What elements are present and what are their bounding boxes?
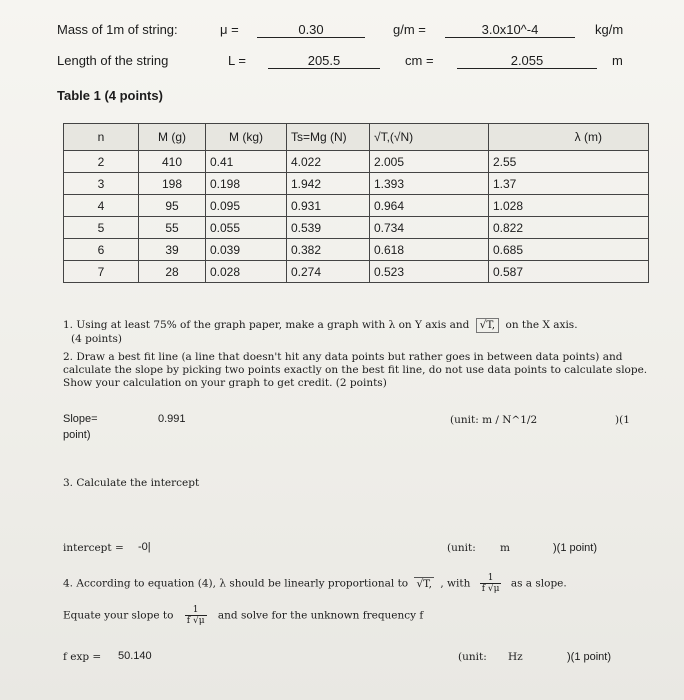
table-row — [64, 239, 649, 261]
mass-symbol: μ = — [220, 22, 239, 37]
cell-mass-g: 95 — [139, 195, 206, 217]
intercept-unit-label: (unit: — [447, 542, 476, 554]
q4-equate-b: and solve for the unknown frequency f — [217, 609, 424, 622]
cell-mass-kg: 0.055 — [206, 217, 287, 239]
length-unit-cm: cm = — [405, 53, 434, 68]
cell-sqrt-tension: 0.618 — [370, 239, 489, 261]
cell-sqrt-tension: 2.005 — [370, 151, 489, 173]
cell-mass-kg: 0.039 — [206, 239, 287, 261]
intercept-unit-value[interactable]: m — [500, 542, 510, 554]
cell-wavelength: 0.587 — [489, 261, 649, 283]
cell-n: 6 — [64, 239, 139, 261]
cell-n: 3 — [64, 173, 139, 195]
freq-unit-value[interactable]: Hz — [508, 651, 523, 663]
table-row — [64, 261, 649, 283]
q4-frac-den: f √μ — [481, 584, 500, 594]
cell-sqrt-tension: 0.523 — [370, 261, 489, 283]
slope-value[interactable]: 0.991 — [158, 413, 186, 425]
cell-wavelength: 1.37 — [489, 173, 649, 195]
q4-text-b: , with — [440, 577, 471, 590]
freq-value[interactable]: 50.140 — [118, 650, 152, 662]
cell-wavelength: 0.822 — [489, 217, 649, 239]
length-unit-m: m — [612, 53, 623, 68]
q4-text-a: 4. According to equation (4), λ should be linearly proportional to — [63, 577, 409, 590]
table-row — [64, 151, 649, 173]
q3-label: 3. Calculate the intercept — [63, 477, 200, 489]
cell-n: 5 — [64, 217, 139, 239]
cell-sqrt-tension: 0.964 — [370, 195, 489, 217]
q4-equate-fraction — [185, 605, 207, 626]
q4-sqrt-label: √T, — [416, 577, 432, 590]
cell-tension: 4.022 — [287, 151, 370, 173]
cell-mass-kg: 0.095 — [206, 195, 287, 217]
q4-eq-frac-den: f √μ — [186, 616, 205, 626]
header-sqrt-tension: √T,(√N) — [370, 124, 489, 151]
cell-tension: 0.382 — [287, 239, 370, 261]
cell-mass-g: 198 — [139, 173, 206, 195]
cell-n: 4 — [64, 195, 139, 217]
cell-tension: 0.274 — [287, 261, 370, 283]
header-mass-g: M (g) — [139, 124, 206, 151]
q1-sqrt-label: √T, — [479, 319, 496, 331]
freq-points: )(1 point) — [567, 651, 612, 663]
cell-mass-g: 410 — [139, 151, 206, 173]
mass-label: Mass of 1m of string: — [57, 22, 178, 37]
cell-n: 7 — [64, 261, 139, 283]
q4-eq-frac-num: 1 — [185, 605, 207, 616]
length-label: Length of the string — [57, 53, 169, 68]
cell-mass-g: 55 — [139, 217, 206, 239]
cell-mass-kg: 0.028 — [206, 261, 287, 283]
mass-value-g[interactable]: 0.30 — [257, 22, 365, 38]
table-header-row — [64, 124, 649, 151]
cell-sqrt-tension: 1.393 — [370, 173, 489, 195]
header-tension: Ts=Mg (N) — [287, 124, 370, 151]
cell-mass-g: 28 — [139, 261, 206, 283]
freq-label: f exp = — [63, 651, 102, 663]
slope-label: Slope= — [63, 413, 98, 425]
intercept-label: intercept = — [63, 542, 124, 554]
cell-tension: 1.942 — [287, 173, 370, 195]
cell-wavelength: 2.55 — [489, 151, 649, 173]
cell-tension: 0.931 — [287, 195, 370, 217]
cell-wavelength: 0.685 — [489, 239, 649, 261]
table-row — [64, 173, 649, 195]
q4-equate — [63, 605, 423, 626]
slope-unit-end: )(1 — [615, 414, 630, 426]
cell-mass-kg: 0.198 — [206, 173, 287, 195]
q4-text-c: as a slope. — [510, 577, 567, 590]
header-mass-kg: M (kg) — [206, 124, 287, 151]
cell-n: 2 — [64, 151, 139, 173]
data-table — [63, 123, 649, 283]
cell-mass-kg: 0.41 — [206, 151, 287, 173]
q1-text-a: 1. Using at least 75% of the graph paper, make a graph with λ on Y axis and — [63, 319, 470, 331]
table-row — [64, 217, 649, 239]
mass-value-kg[interactable]: 3.0x10^-4 — [445, 22, 575, 38]
question-4 — [63, 573, 567, 594]
cell-mass-g: 39 — [139, 239, 206, 261]
length-value-cm[interactable]: 205.5 — [268, 53, 380, 69]
mass-unit-kg: kg/m — [595, 22, 624, 37]
q4-frac-num: 1 — [480, 573, 502, 584]
q4-equate-a: Equate your slope to — [63, 609, 174, 622]
slope-unit[interactable]: (unit: m / N^1/2 — [450, 414, 538, 426]
cell-wavelength: 1.028 — [489, 195, 649, 217]
intercept-points: )(1 point) — [553, 542, 598, 554]
q1-text-b: on the X axis. — [505, 319, 578, 331]
question-2: 2. Draw a best fit line (a line that doesn't hit any data points but rather goes in between data points) and calculate the slope by picking two points exactly on the best fit line, do not use data points to calculate slope. Show your calculation on your graph to get credit. (2 points) — [63, 351, 648, 389]
length-symbol: L = — [228, 53, 246, 68]
mass-unit-g: g/m = — [393, 22, 426, 37]
cell-tension: 0.539 — [287, 217, 370, 239]
intercept-value[interactable]: -0| — [138, 541, 151, 553]
table-row — [64, 195, 649, 217]
q1-points: (4 points) — [71, 333, 122, 345]
freq-unit-label: (unit: — [458, 651, 487, 663]
slope-points: point) — [63, 429, 91, 441]
header-n: n — [64, 124, 139, 151]
length-value-m[interactable]: 2.055 — [457, 53, 597, 69]
header-wavelength: λ (m) — [489, 124, 649, 151]
q4-slope-fraction — [480, 573, 502, 594]
cell-sqrt-tension: 0.734 — [370, 217, 489, 239]
table-title: Table 1 (4 points) — [57, 88, 163, 103]
question-1 — [63, 318, 653, 346]
q1-sqrt-box — [476, 318, 500, 333]
